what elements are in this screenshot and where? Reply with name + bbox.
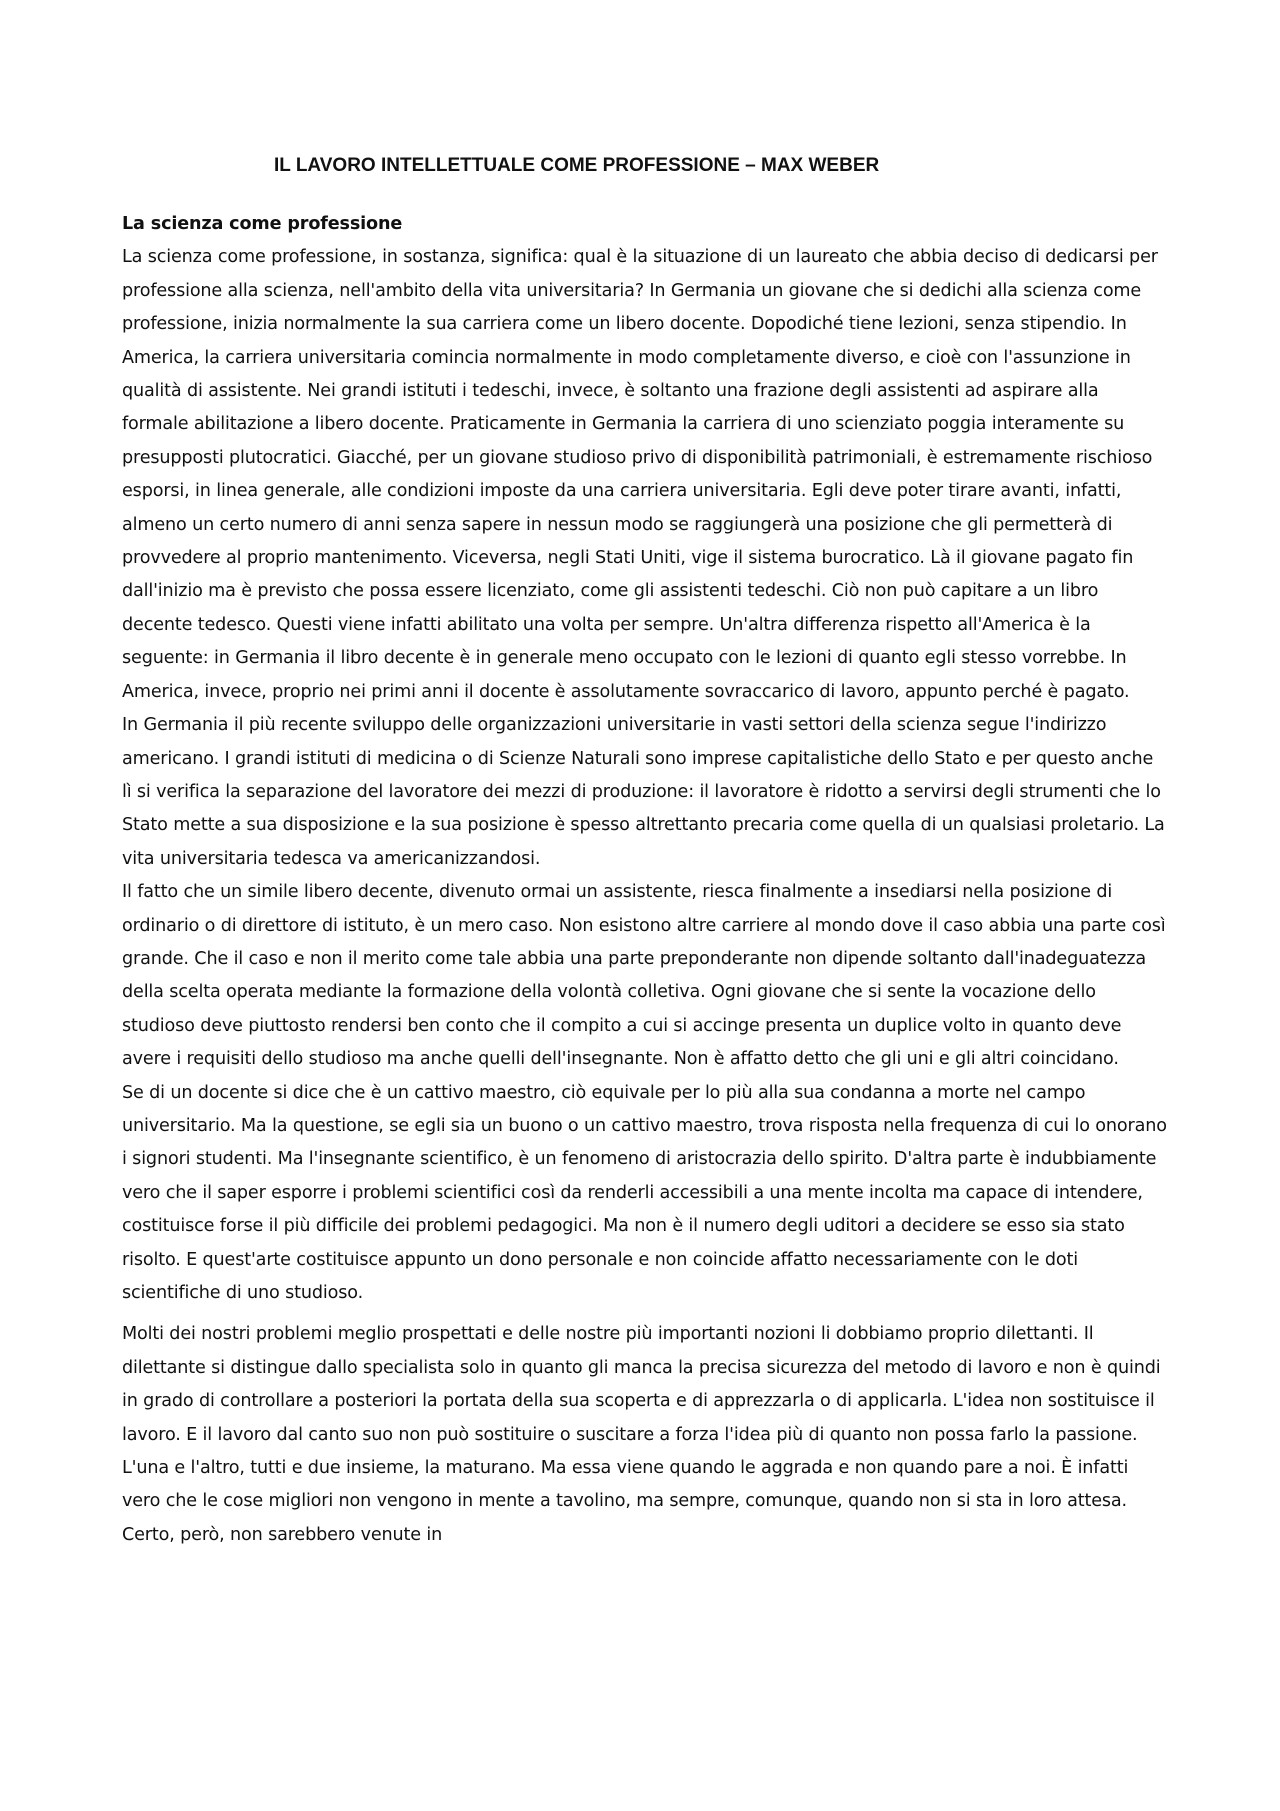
document-body bbox=[122, 208, 1167, 1552]
paragraph: In Germania il più recente sviluppo delle organizzazioni universitarie in vasti settori della scienza segue l'indirizzo americano. I grandi istituti di medicina o di Scienze Naturali sono imprese capitalistiche dello Stato e per questo anche lì si verifica la separazione del lavoratore dei mezzi di produzione: il lavoratore è ridotto a servirsi degli strumenti che lo Stato mette a sua disposizione e la sua posizione è spesso altrettanto precaria come quella di un qualsiasi proletario. La vita universitaria tedesca va americanizzandosi. bbox=[122, 715, 1165, 869]
document-title: IL LAVORO INTELLETTUALE COME PROFESSIONE – MAX WEBER bbox=[274, 155, 880, 176]
paragraph: Molti dei nostri problemi meglio prospettati e delle nostre più importanti nozioni li dobbiamo proprio dilettanti. Il dilettante si distingue dallo specialista solo in quanto gli manca la precisa sicurezza del metodo di lavoro e non è quindi in grado di controllare a posteriori la portata della sua scoperta e di apprezzarla o di applicarla. L'idea non sostituisce il lavoro. E il lavoro dal canto suo non può sostituire o suscitare a forza l'idea più di quanto non possa farlo la passione. L'una e l'altro, tutti e due insieme, la maturano. Ma essa viene quando le aggrada e non quando pare a noi. È infatti vero che le cose migliori non vengono in mente a tavolino, ma sempre, comunque, quando non si sta in loro attesa. Certo, però, non sarebbero venute in bbox=[122, 1324, 1161, 1545]
paragraph: Il fatto che un simile libero decente, divenuto ormai un assistente, riesca finalmente a insediarsi nella posizione di ordinario o di direttore di istituto, è un mero caso. Non esistono altre carriere al mondo dove il caso abbia una parte così grande. Che il caso e non il merito come tale abbia una parte preponderante non dipende soltanto dall'inadeguatezza della scelta operata mediante la formazione della volontà colletiva. Ogni giovane che si sente la vocazione dello studioso deve piuttosto rendersi ben conto che il compito a cui si accinge presenta un duplice volto in quanto deve avere i requisiti dello studioso ma anche quelli dell'insegnante. Non è affatto detto che gli uni e gli altri coincidano. bbox=[122, 882, 1166, 1070]
paragraph: La scienza come professione, in sostanza, significa: qual è la situazione di un laureato che abbia deciso di dedicarsi per professione alla scienza, nell'ambito della vita universitaria? In Germania un giovane che si dedichi alla scienza come professione, inizia normalmente la sua carriera come un libero docente. Dopodiché tiene lezioni, senza stipendio. In America, la carriera universitaria comincia normalmente in modo completamente diverso, e cioè con l'assunzione in qualità di assistente. Nei grandi istituti i tedeschi, invece, è soltanto una frazione degli assistenti ad aspirare alla formale abilitazione a libero docente. Praticamente in Germania la carriera di uno scienziato poggia interamente su presupposti plutocratici. Giacché, per un giovane studioso privo di disponibilità patrimoniali, è estremamente rischioso esporsi, in linea generale, alle condizioni imposte da una carriera universitaria. Egli deve poter tirare avanti, infatti, almeno un certo numero di anni senza sapere in nessun modo se raggiungerà una posizione che gli permetterà di provvedere al proprio mantenimento. Viceversa, negli Stati Uniti, vige il sistema burocratico. Là il giovane pagato fin dall'inizio ma è previsto che possa essere licenziato, come gli assistenti tedeschi. Ciò non può capitare a un libro decente tedesco. Questi viene infatti abilitato una volta per sempre. Un'altra differenza rispetto all'America è la seguente: in Germania il libro decente è in generale meno occupato con le lezioni di quanto egli stesso vorrebbe. In America, invece, proprio nei primi anni il docente è assolutamente sovraccarico di lavoro, appunto perché è pagato. bbox=[122, 247, 1158, 702]
paragraph: Se di un docente si dice che è un cattivo maestro, ciò equivale per lo più alla sua condanna a morte nel campo universitario. Ma la questione, se egli sia un buono o un cattivo maestro, trova risposta nella frequenza di cui lo onorano i signori studenti. Ma l'insegnante scientifico, è un fenomeno di aristocrazia dello spirito. D'altra parte è indubbiamente vero che il saper esporre i problemi scientifici così da renderli accessibili a una mente incolta ma capace di intendere, costituisce forse il più difficile dei problemi pedagogici. Ma non è il numero degli uditori a decidere se esso sia stato risolto. E quest'arte costituisce appunto un dono personale e non coincide affatto necessariamente con le doti scientifiche di uno studioso. bbox=[122, 1082, 1167, 1303]
section-heading: La scienza come professione bbox=[122, 214, 403, 234]
